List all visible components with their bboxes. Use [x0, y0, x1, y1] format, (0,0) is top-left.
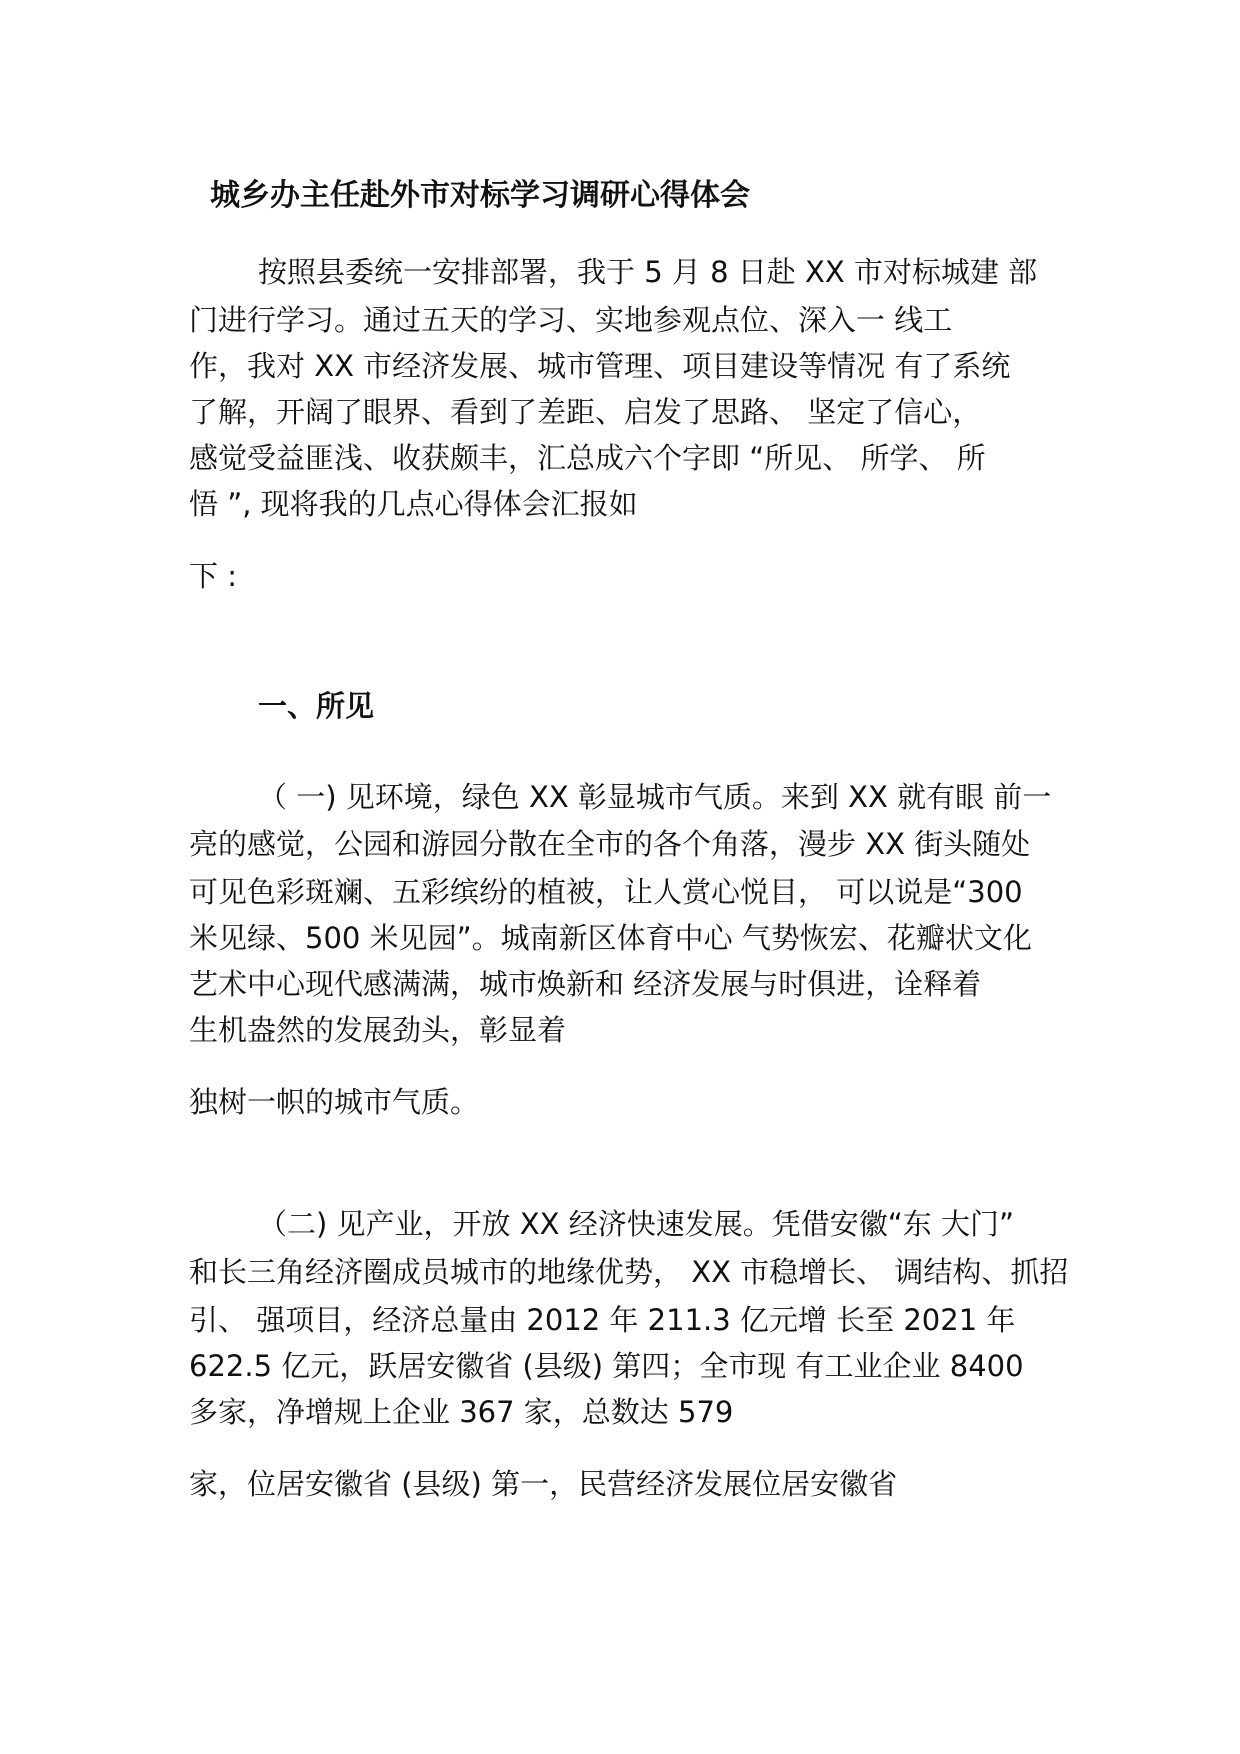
paragraph-line: 了解，开阔了眼界、看到了差距、启发了思路、 坚定了信心， [189, 395, 982, 429]
paragraph-line: 感觉受益匪浅、收获颇丰，汇总成六个字即 “所见、 所学、 所 [189, 441, 986, 475]
paragraph-line: 独树一帜的城市气质。 [189, 1085, 480, 1119]
paragraph-line: 艺术中心现代感满满，城市焕新和 经济发展与时俱进，诠释着 [189, 967, 982, 1001]
paragraph-line: 作，我对 XX 市经济发展、城市管理、项目建设等情况 有了系统 [189, 349, 1011, 383]
document-title: 城乡办主任赴外市对标学习调研心得体会 [210, 178, 750, 213]
paragraph-line: 悟 ”, 现将我的几点心得体会汇报如 [189, 487, 638, 521]
paragraph-line: （ 一) 见环境，绿色 XX 彰显城市气质。来到 XX 就有眼 前一 [258, 780, 1052, 814]
paragraph-line: 生机盎然的发展劲头，彰显着 [189, 1013, 567, 1047]
paragraph-line: 按照县委统一安排部署，我于 5 月 8 日赴 XX 市对标城建 部 [258, 255, 1038, 289]
paragraph-line: 可见色彩斑斓、五彩缤纷的植被，让人赏心悦目， 可以说是“300 [189, 875, 1023, 909]
paragraph-line: 下 : [189, 559, 237, 593]
paragraph-line: 亮的感觉，公园和游园分散在全市的各个角落，漫步 XX 街头随处 [189, 827, 1031, 861]
paragraph-line: 米见绿、500 米见园”。城南新区体育中心 气势恢宏、花瓣状文化 [189, 921, 1032, 955]
paragraph-line: 家，位居安徽省 (县级) 第一，民营经济发展位居安徽省 [189, 1467, 898, 1501]
paragraph-line: 622.5 亿元，跃居安徽省 (县级) 第四；全市现 有工业企业 8400 [189, 1349, 1024, 1383]
paragraph-line: 门进行学习。通过五天的学习、实地参观点位、深入一 线工 [189, 303, 953, 337]
paragraph-line: 引、 强项目，经济总量由 2012 年 211.3 亿元增 长至 2021 年 [189, 1303, 1016, 1337]
paragraph-line: 和长三角经济圈成员城市的地缘优势， XX 市稳增长、 调结构、抓招 [189, 1255, 1069, 1289]
paragraph-line: 多家，净增规上企业 367 家，总数达 579 [189, 1395, 734, 1429]
paragraph-line: （二) 见产业，开放 XX 经济快速发展。凭借安徽“东 大门” [258, 1207, 1014, 1241]
section-heading: 一、所见 [258, 689, 375, 723]
